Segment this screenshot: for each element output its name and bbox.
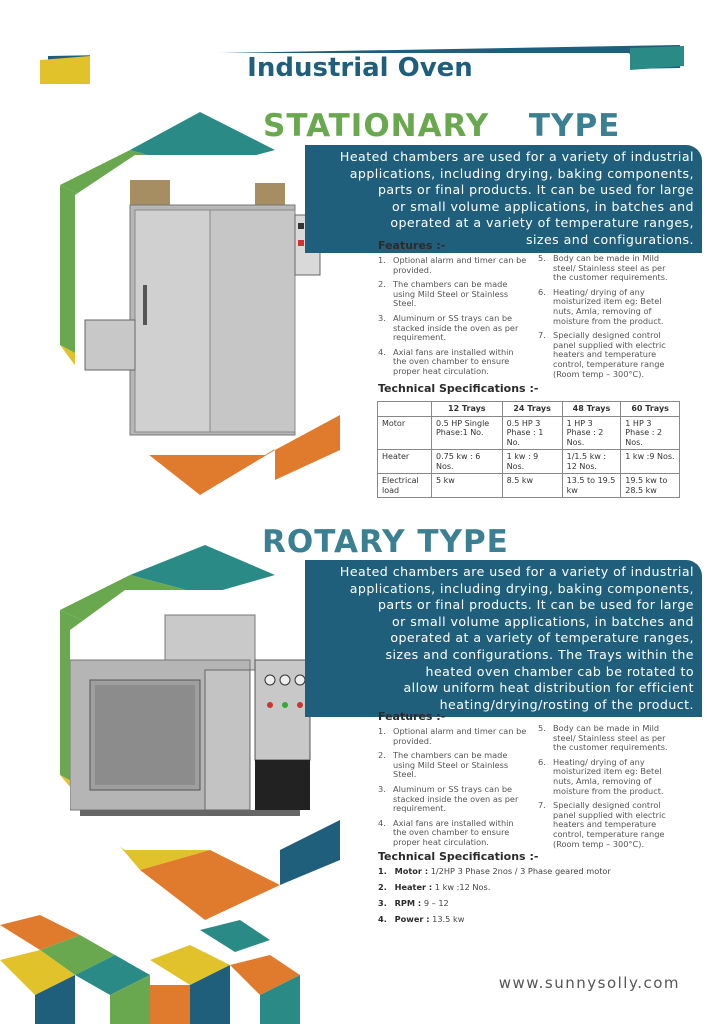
feature-text: Heating/ drying of any moisturized item eg: Betel nuts, Amla, removing of moisture from the product. <box>553 286 664 326</box>
desc-line: heated oven chamber cab be rotated to <box>425 663 694 679</box>
spec-num: 3. <box>378 898 387 908</box>
rotary-type-title: ROTARY TYPE <box>262 524 509 560</box>
spec-label: RPM : <box>394 898 422 908</box>
spec-value: 1/2HP 3 Phase 2nos / 3 Phase geared motor <box>430 866 611 876</box>
feature-item <box>378 785 528 814</box>
table-row <box>378 474 680 498</box>
stationary-description <box>305 145 702 253</box>
feature-num: 3. <box>378 312 386 323</box>
feature-num: 4. <box>378 346 386 357</box>
desc-line: parts or final products. It can be used for large <box>377 597 694 613</box>
spec-num: 4. <box>378 914 387 924</box>
feature-item <box>378 314 528 343</box>
stationary-spec-heading: Technical Specifications :- <box>378 382 539 395</box>
feature-text: Aluminum or SS trays can be stacked inside the oven as per requirement. <box>393 783 519 814</box>
desc-line: Heated chambers are used for a variety of industrial <box>339 564 694 579</box>
feature-item <box>538 758 680 796</box>
desc-line: operated at a variety of temperature ranges, <box>390 215 694 231</box>
desc-line: applications, including drying, baking components, <box>349 165 694 181</box>
stationary-spec-table <box>377 401 680 498</box>
feature-num: 7. <box>538 800 546 811</box>
feature-num: 5. <box>538 253 546 263</box>
table-row <box>378 450 680 474</box>
table-cell: 1 HP 3 Phase : 2 Nos. <box>562 416 621 450</box>
spec-value: 1 kw :12 Nos. <box>434 882 491 892</box>
spec-num: 2. <box>378 882 387 892</box>
table-cell: 1/1.5 kw : 12 Nos. <box>562 450 621 474</box>
table-cell: 0.75 kw : 6 Nos. <box>431 450 502 474</box>
feature-text: Axial fans are installed within the oven chamber to ensure proper heat circulation. <box>393 817 514 847</box>
spec-label: Heater : <box>394 882 433 892</box>
feature-text: Aluminum or SS trays can be stacked inside the oven as per requirement. <box>393 312 519 343</box>
table-header-cell: 60 Trays <box>621 402 680 417</box>
feature-num: 2. <box>378 750 386 761</box>
table-cell: 0.5 HP 3 Phase : 1 No. <box>502 416 562 450</box>
table-cell: 1 kw :9 Nos. <box>621 450 680 474</box>
spec-label: Motor : <box>394 866 429 876</box>
table-header-cell: 12 Trays <box>431 402 502 417</box>
table-cell: 5 kw <box>431 474 502 498</box>
spec-num: 1. <box>378 866 387 876</box>
feature-item <box>538 801 680 849</box>
feature-num: 6. <box>538 756 546 767</box>
table-header-row <box>378 402 680 417</box>
table-cell: Motor <box>378 416 432 450</box>
table-cell: Electrical load <box>378 474 432 498</box>
feature-item <box>378 727 528 746</box>
page-title: Industrial Oven <box>90 53 630 83</box>
desc-line: or small volume applications, in batches and <box>392 613 694 629</box>
rotary-features-right <box>538 724 680 854</box>
desc-line: sizes and configurations. <box>525 231 694 247</box>
spec-value: 9 – 12 <box>423 898 449 908</box>
feature-text: The chambers can be made using Mild Steel or Stainless Steel. <box>393 750 509 780</box>
desc-line: sizes and configurations. The Trays within the <box>385 646 694 662</box>
feature-text: Specially designed control panel supplied with electric heaters and temperature control, temperature range (Room temp – 300°C). <box>553 800 666 849</box>
rotary-features-heading: Features :- <box>378 710 446 723</box>
feature-item <box>538 724 680 753</box>
feature-item <box>378 819 528 848</box>
feature-item <box>378 256 528 275</box>
stationary-title-part2: TYPE <box>528 108 621 144</box>
desc-line: operated at a variety of temperature ranges, <box>390 630 694 646</box>
table-cell: Heater <box>378 450 432 474</box>
desc-line: heating/drying/rosting of the product. <box>439 696 694 712</box>
rotary-description <box>305 560 702 717</box>
table-cell: 1 HP 3 Phase : 2 Nos. <box>621 416 680 450</box>
desc-line: or small volume applications, in batches and <box>392 198 694 214</box>
feature-num: 1. <box>378 726 386 736</box>
website-link[interactable]: www.sunnysolly.com <box>498 974 680 992</box>
feature-text: Body can be made in Mild steel/ Stainless steel as per the customer requirements. <box>553 723 668 753</box>
spec-item <box>378 898 678 908</box>
feature-text: Optional alarm and timer can be provided. <box>393 726 527 746</box>
table-cell: 13.5 to 19.5 kw <box>562 474 621 498</box>
spec-item <box>378 914 678 924</box>
feature-item <box>538 331 680 379</box>
feature-text: Body can be made in Mild steel/ Stainless steel as per the customer requirements. <box>553 253 668 283</box>
spec-value: 13.5 kw <box>432 914 465 924</box>
desc-line: applications, including drying, baking components, <box>349 580 694 596</box>
feature-num: 2. <box>378 279 386 290</box>
stationary-features-left <box>378 256 528 382</box>
feature-num: 3. <box>378 783 386 794</box>
stationary-features-right <box>538 254 680 384</box>
stationary-type-title <box>263 108 620 144</box>
feature-item <box>538 254 680 283</box>
stationary-oven-photo <box>75 155 330 455</box>
table-header-cell <box>378 402 432 417</box>
feature-num: 6. <box>538 286 546 297</box>
feature-item <box>378 348 528 377</box>
feature-item <box>538 288 680 326</box>
table-header-cell: 48 Trays <box>562 402 621 417</box>
feature-text: Axial fans are installed within the oven chamber to ensure proper heat circulation. <box>393 346 514 376</box>
spec-item <box>378 866 678 876</box>
feature-item <box>378 751 528 780</box>
spec-item <box>378 882 678 892</box>
feature-num: 5. <box>538 723 546 733</box>
rotary-spec-list <box>378 866 678 930</box>
table-cell: 8.5 kw <box>502 474 562 498</box>
rotary-spec-heading: Technical Specifications :- <box>378 850 539 863</box>
table-row <box>378 416 680 450</box>
stationary-features-heading: Features :- <box>378 239 446 252</box>
feature-num: 1. <box>378 255 386 265</box>
rotary-oven-photo <box>70 590 330 850</box>
table-cell: 19.5 kw to 28.5 kw <box>621 474 680 498</box>
stationary-title-part1: STATIONARY <box>263 108 490 144</box>
desc-line: parts or final products. It can be used for large <box>377 182 694 198</box>
rotary-features-left <box>378 727 528 853</box>
feature-num: 4. <box>378 817 386 828</box>
feature-text: Optional alarm and timer can be provided. <box>393 255 527 275</box>
table-cell: 1 kw : 9 Nos. <box>502 450 562 474</box>
spec-label: Power : <box>394 914 430 924</box>
feature-text: The chambers can be made using Mild Steel or Stainless Steel. <box>393 279 509 309</box>
table-cell: 0.5 HP Single Phase:1 No. <box>431 416 502 450</box>
feature-text: Heating/ drying of any moisturized item eg: Betel nuts, Amla, removing of moisture from the product. <box>553 756 664 796</box>
feature-text: Specially designed control panel supplied with electric heaters and temperature control, temperature range (Room temp – 300°C). <box>553 330 666 379</box>
desc-line: Heated chambers are used for a variety of industrial <box>339 149 694 164</box>
feature-item <box>378 280 528 309</box>
feature-num: 7. <box>538 330 546 341</box>
table-header-cell: 24 Trays <box>502 402 562 417</box>
desc-line: allow uniform heat distribution for efficient <box>403 680 694 696</box>
